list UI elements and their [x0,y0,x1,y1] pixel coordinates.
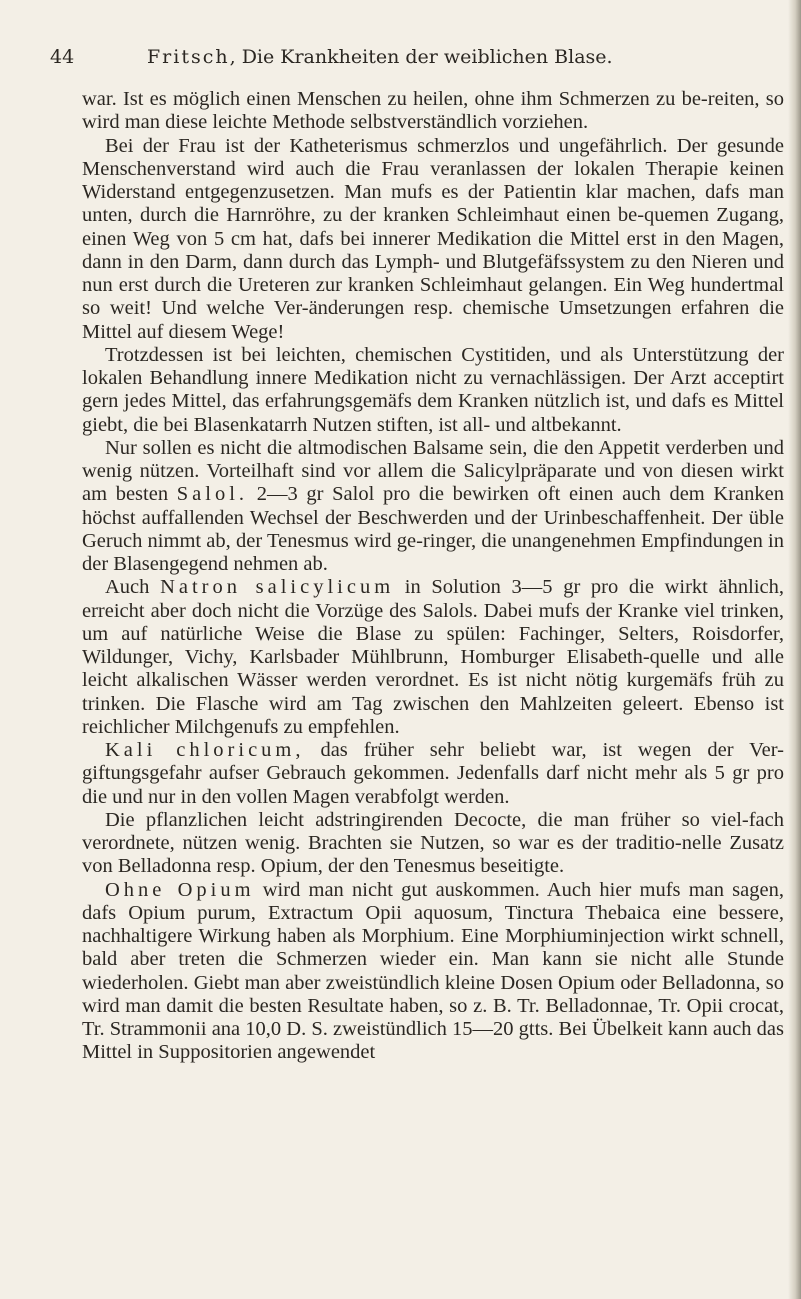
spaced-emphasis: Kali chloricum, [105,739,305,761]
page-header [50,42,740,72]
paragraph [82,88,784,135]
paragraph [82,437,784,577]
paragraph [82,135,784,344]
paragraph-text: war. Ist es möglich einen Menschen zu heilen, ohne ihm Schmerzen zu be-reiten, so wird man diese leichte Methode selbstverständlich vorziehen. [82,88,784,134]
spaced-emphasis: Salol. [176,483,249,506]
running-head [147,42,613,72]
spaced-emphasis: Ohne Opium [105,878,255,901]
paragraph-text: in Solution 3—5 gr pro die wirkt ähnlich, erreicht aber doch nicht die Vorzüge des Salols. Dabei mufs der Kranke viel trinken, um auf natürliche Weise die Blase zu spülen: Fachinger, Selters, Roisdorfer, Wildunger, Vichy, Karlsbader Mühlbrunn, Homburger Elisabeth-quelle und alle leicht alkalischen Wässer werden verordnet. Es ist nicht nötig kurgemäfs früh zu trinken. Die Flasche wird am Tag zwischen den Mahlzeiten geleert. Ebenso ist reichlicher Milchgenufs zu empfehlen. [82,576,784,738]
paragraph-text: wird man nicht gut auskommen. Auch hier mufs man sagen, dafs Opium purum, Extractum Opii aquosum, Tinctura Thebaica eine bessere, nachhaltigere Wirkung haben als Morphium. Eine Morphiuminjection wirkt schnell, bald aber treten die Schmerzen wieder ein. Man kann sie nicht alle Stunde wiederholen. Giebt man aber zweistündlich kleine Dosen Opium oder Belladonna, so wird man damit die besten Resultate haben, so z. B. Tr. Belladonnae, Tr. Opii crocat, Tr. Strammonii ana 10,0 D. S. zweistündlich 15—20 gtts. Bei Übelkeit kann auch das Mittel in Suppositorien angewendet [82,878,784,1064]
paragraph-text: das früher sehr beliebt war, ist wegen der Ver-giftungsgefahr aufser Gebrauch gekommen. Jedenfalls darf nicht mehr als 5 gr pro die und nur in den vollen Magen verabfolgt werden. [82,739,784,808]
paragraph [82,809,784,879]
spaced-emphasis: Natron salicylicum [160,576,395,599]
paragraph [82,576,784,739]
paragraph-text: Trotzdessen ist bei leichten, chemischen Cystitiden, und als Unterstützung der lokalen Behandlung innere Medikation nicht zu vernachlässigen. Der Arzt acceptirt gern jedes Mittel, das erfahrungsgemäfs dem Kranken nützlich ist, und dafs es Mittel giebt, die bei Blasenkatarrh Nutzen stiften, ist all- und altbekannt. [82,343,784,436]
running-head-author: Fritsch [147,46,230,68]
paragraph [82,879,784,1065]
page-number: 44 [50,46,75,68]
running-head-title: , Die Krankheiten der weiblichen Blase. [229,46,613,68]
body-text [82,88,784,1065]
paragraph-text: Nur sollen es nicht die altmodischen Balsame sein, die den Appetit verderben und wenig nützen. Vorteilhaft sind vor allem die Salicylpräparate und von diesen wirkt am besten [82,436,784,506]
paragraph [82,344,784,437]
paragraph-text: Bei der Frau ist der Katheterismus schmerzlos und ungefährlich. Der gesunde Menschenverstand wird auch die Frau veranlassen der lokalen Therapie keinen Widerstand entgegenzusetzen. Man mufs es der Patientin klar machen, dafs man unten, durch die Harnröhre, zu der kranken Schleimhaut einen be-quemen Zugang, einen Weg von 5 cm hat, dafs bei innerer Medikation die Mittel erst in den Magen, dann in den Darm, dann durch das Lymph- und Blutgefäfssystem zu den Nieren und nun erst durch die Ureteren zur kranken Schleimhaut gelangen. Ein Weg hundertmal so weit! Und welche Ver-änderungen resp. chemische Umsetzungen erfahren die Mittel auf diesem Wege! [82,134,784,343]
page-edge-shadow [788,0,801,1299]
paragraph-text: Auch [105,576,161,599]
paragraph-text: Die pflanzlichen leicht adstringirenden Decocte, die man früher so viel-fach verordnete, nützen wenig. Brachten sie Nutzen, so war es der traditio-nelle Zusatz von Belladonna resp. Opium, der den Tenesmus beseitigte. [82,808,784,878]
paragraph [82,739,784,809]
paragraph-text: 2—3 gr Salol pro die bewirken oft einen auch dem Kranken höchst auffallenden Wechsel der Beschwerden und der Urinbeschaffenheit. Der üble Geruch nimmt ab, der Tenesmus wird ge-ringer, die unangenehmen Empfindungen in der Blasengegend nehmen ab. [82,483,784,575]
